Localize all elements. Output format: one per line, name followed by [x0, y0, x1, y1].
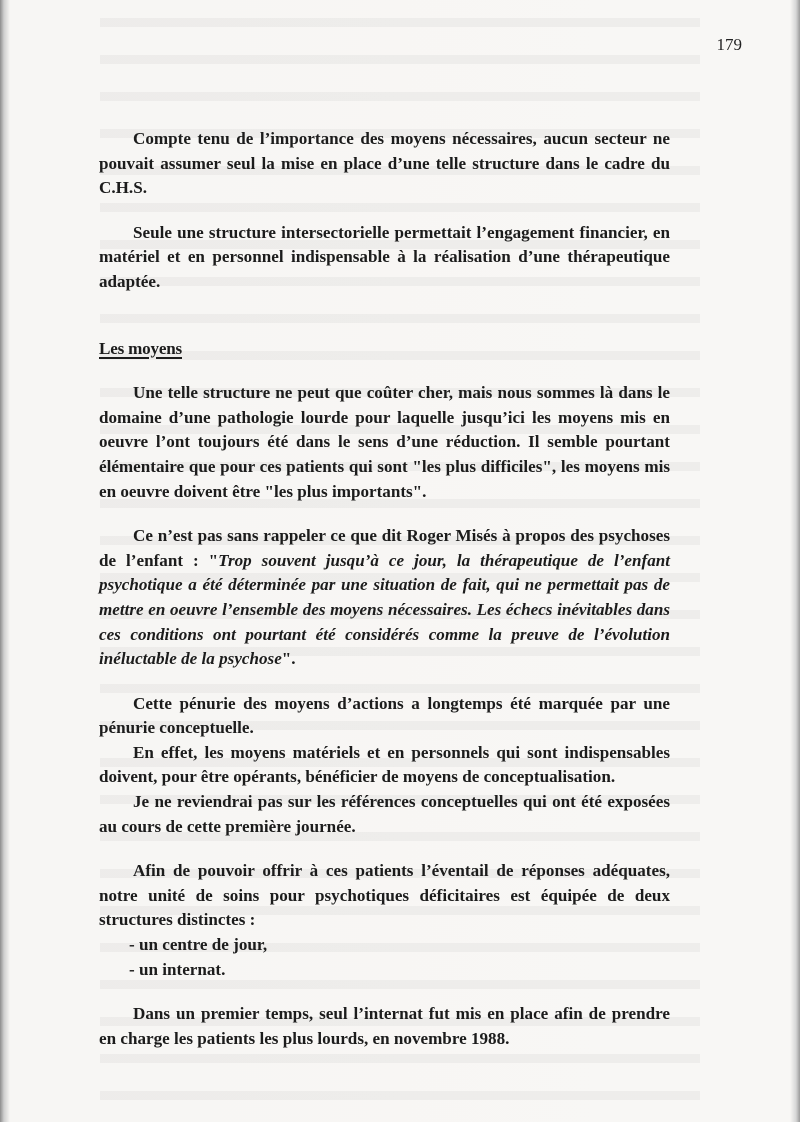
page-body [99, 127, 670, 1051]
quote-end: ". [281, 649, 296, 669]
page-number: 179 [716, 35, 742, 54]
quote-intro: Ce n’est pas sans rappeler ce que dit Roger Misés à propos des psychoses de l’enfant : " [99, 526, 670, 570]
paragraph-intersectoral-structure: Seule une structure intersectorielle permettait l’engagement financier, en matériel et en personnel indispensable à la réalisation d’une thérapeutique adaptée. [99, 222, 670, 291]
paragraph-scarcity: Cette pénurie des moyens d’actions a longtemps été marquée par une pénurie conceptuelle. [99, 693, 670, 738]
paragraph-conceptualisation: En effet, les moyens matériels et en personnels qui sont indispensables doivent, pour être opérants, bénéficier de moyens de conceptualisation. [99, 742, 670, 787]
paragraph-two-structures: Afin de pouvoir offrir à ces patients l’éventail de réponses adéquates, notre unité de soins pour psychotiques déficitaires est équipée de deux structures distinctes : [99, 861, 670, 930]
paragraph-heavy-pathology: Une telle structure ne peut que coûter cher, mais nous sommes là dans le domaine d’une pathologie lourde pour laquelle jusqu’ici les moyens mis en oeuvre l’ont toujours été dans le sens d’une réduction. Il semble pourtant élémentaire que pour ces patients qui sont "les plus difficiles", les moyens mis en oeuvre doivent être "les plus importants". [99, 383, 670, 501]
heading-les-moyens: Les moyens [99, 338, 182, 358]
list-item-internat: - un internat. [129, 959, 226, 979]
section-heading [99, 337, 670, 362]
paragraph-first-phase: Dans un premier temps, seul l’internat fut mis en place afin de prendre en charge les patients les plus lourds, en novembre 1988. [99, 1004, 670, 1048]
quote-text: Trop souvent jusqu’à ce jour, la thérapeutique de l’enfant psychotique a été déterminée par une situation de fait, qui ne permettait pas de mettre en oeuvre l’ensemble des moyens nécessaires. Les échecs inévitables dans ces conditions ont pourtant été considérés comme la preuve de l’évolution inéluctable de la psychose [99, 550, 670, 669]
paragraph-roger-mises-quote [99, 524, 670, 672]
list-item-day-centre: - un centre de jour, [129, 935, 268, 955]
paragraph-cost-of-means: Compte tenu de l’importance des moyens nécessaires, aucun secteur ne pouvait assumer seul la mise en place d’une telle structure dans le cadre du C.H.S. [99, 129, 670, 198]
paragraph-references: Je ne reviendrai pas sur les références conceptuelles qui ont été exposées au cours de cette première journée. [99, 792, 670, 836]
